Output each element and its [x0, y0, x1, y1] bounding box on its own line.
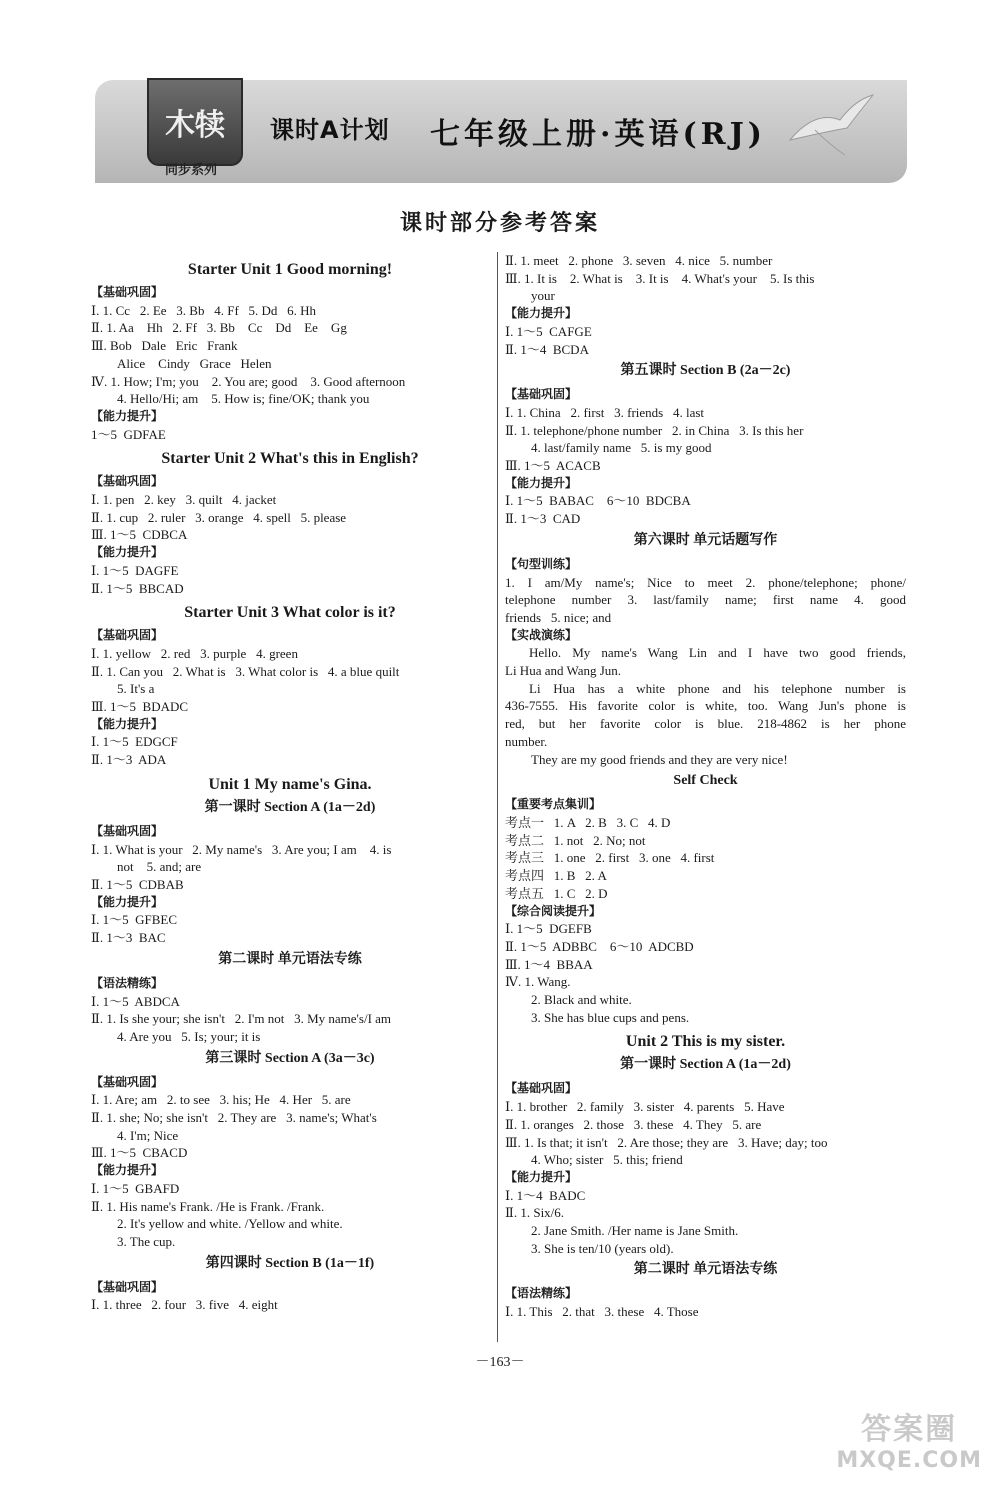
- answer-line: 3. She is ten/10 (years old).: [531, 1240, 674, 1256]
- exercise-category-tag: 【能力提升】: [91, 408, 164, 423]
- answer-line: Ⅱ. 1～5 BBCAD: [91, 580, 184, 596]
- answer-line: Ⅰ. 1. China 2. first 3. friends 4. last: [505, 404, 705, 420]
- exercise-category-tag: 【语法精练】: [505, 1286, 578, 1301]
- answer-line: They are my good friends and they are very nice!: [531, 751, 788, 767]
- answer-line: Alice Cindy Grace Helen: [117, 355, 272, 371]
- series-label: 同步系列: [165, 163, 218, 178]
- answer-line: Ⅲ. 1～5 CDBCA: [91, 527, 188, 543]
- brand-title: 课时A计划: [270, 116, 390, 144]
- answer-line: your: [531, 288, 555, 304]
- answer-line: 2. Jane Smith. /Her name is Jane Smith.: [531, 1223, 739, 1239]
- answer-line: 4. Who; sister 5. this; friend: [531, 1152, 683, 1168]
- exercise-category-tag: 【能力提升】: [91, 716, 164, 731]
- answer-line: Ⅲ. 1～5 ACACB: [505, 458, 601, 474]
- answer-line: Ⅰ. 1. Cc 2. Ee 3. Bb 4. Ff 5. Dd 6. Hh: [91, 302, 317, 318]
- answer-line: 考点一 1. A 2. B 3. C 4. D: [505, 814, 671, 830]
- answer-line: 2. It's yellow and white. /Yellow and white.: [117, 1216, 343, 1232]
- answer-line: 考点五 1. C 2. D: [505, 885, 608, 901]
- exercise-category-tag: 【能力提升】: [505, 475, 578, 490]
- exercise-category-tag: 【基础巩固】: [505, 387, 578, 402]
- answer-line: Ⅰ. 1～5 GFBEC: [91, 912, 178, 928]
- exercise-category-tag: 【基础巩固】: [505, 1081, 578, 1096]
- answer-line: 3. The cup.: [117, 1233, 176, 1249]
- exercise-category-tag: 【基础巩固】: [91, 474, 164, 489]
- lesson-title: 第二课时 单元语法专练: [633, 1262, 778, 1278]
- publisher-logo: [147, 78, 243, 166]
- answer-line: Ⅰ. 1～4 BADC: [505, 1187, 586, 1203]
- answer-line: friends 5. nice; and: [505, 609, 612, 625]
- answer-line: Ⅱ. 1. oranges 2. those 3. these 4. They 5. are: [505, 1116, 762, 1132]
- answer-line: Ⅳ. 1. How; I'm; you 2. You are; good 3. Good afternoon: [91, 373, 406, 389]
- exercise-category-tag: 【综合阅读提升】: [505, 903, 602, 918]
- lesson-title: Self Check: [673, 773, 738, 789]
- exercise-category-tag: 【能力提升】: [91, 1163, 164, 1178]
- exercise-category-tag: 【基础巩固】: [91, 1279, 164, 1294]
- answer-line: Ⅱ. 1. Six/6.: [505, 1205, 565, 1221]
- watermark-logo-text: 答案圈: [861, 1412, 958, 1447]
- answer-line: Ⅱ. 1. she; No; she isn't 2. They are 3. name's; What's: [91, 1110, 377, 1126]
- answer-line: 4. last/family name 5. is my good: [531, 440, 712, 456]
- answer-line: Ⅱ. 1～3 CAD: [505, 511, 581, 527]
- answer-line: Ⅰ. 1. This 2. that 3. these 4. Those: [505, 1304, 699, 1320]
- answer-line: 3. She has blue cups and pens.: [531, 1009, 690, 1025]
- answer-line: Li Hua and Wang Jun.: [505, 663, 622, 679]
- answer-line: Ⅳ. 1. Wang.: [505, 974, 571, 990]
- answer-line: Ⅱ. 1～4 BCDA: [505, 341, 589, 357]
- right-column: [505, 252, 906, 1321]
- column-divider: [497, 252, 498, 1342]
- lesson-title: 第三课时 Section A (3a－3c): [205, 1050, 375, 1066]
- answer-line: Ⅱ. 1～3 BAC: [91, 930, 166, 946]
- unit-title: Unit 1 My name's Gina.: [208, 775, 372, 793]
- exercise-category-tag: 【实战演练】: [505, 627, 578, 642]
- answer-line: Ⅱ. 1. Aa Hh 2. Ff 3. Bb Cc Dd Ee Gg: [91, 320, 347, 336]
- answer-line: Ⅱ. 1. Can you 2. What is 3. What color is 4. a blue quilt: [91, 663, 400, 679]
- watermark: [836, 1404, 982, 1473]
- answer-line: 5. It's a: [117, 681, 155, 697]
- essay-line: Li Hua has a white phone and his telephone number is: [529, 680, 906, 696]
- answer-line: Ⅲ. 1～5 BDADC: [91, 699, 189, 715]
- answer-line: number.: [505, 733, 548, 749]
- unit-title: Starter Unit 1 Good morning!: [187, 261, 393, 278]
- exercise-category-tag: 【基础巩固】: [91, 285, 164, 299]
- essay-line: 436-7555. His favorite color is white, too. Wang Jun's phone is: [505, 698, 906, 714]
- watermark-site-text: MXQE.COM: [836, 1448, 982, 1473]
- answer-line: Ⅰ. 1. What is your 2. My name's 3. Are you; I am 4. is: [91, 841, 392, 857]
- page-number: －163－: [475, 1355, 525, 1370]
- answer-line: Ⅲ. 1～5 CBACD: [91, 1145, 188, 1161]
- answer-line: 2. Black and white.: [531, 992, 632, 1008]
- exercise-category-tag: 【基础巩固】: [91, 823, 164, 838]
- lesson-title: 第四课时 Section B (1a－1f): [205, 1255, 375, 1271]
- bird-icon: [785, 90, 875, 160]
- answer-line: Ⅰ. 1. Are; am 2. to see 3. his; He 4. Her 5. are: [91, 1092, 351, 1108]
- exercise-category-tag: 【能力提升】: [91, 545, 164, 560]
- answer-line: Ⅰ. 1. yellow 2. red 3. purple 4. green: [91, 645, 298, 661]
- answer-line: Ⅰ. 1～5 ABDCA: [91, 993, 180, 1009]
- answer-line: 4. I'm; Nice: [117, 1127, 179, 1143]
- unit-title: Starter Unit 3 What color is it?: [184, 604, 396, 622]
- answer-line: Ⅲ. 1～4 BBAA: [505, 956, 593, 972]
- answer-line: 考点四 1. B 2. A: [505, 868, 607, 884]
- answer-line: Ⅰ. 1. three 2. four 3. five 4. eight: [91, 1297, 278, 1313]
- essay-line: Hello. My name's Wang Lin and I have two good friends,: [529, 645, 906, 661]
- answer-line: Ⅰ. 1～5 GBAFD: [91, 1180, 180, 1196]
- exercise-category-tag: 【基础巩固】: [91, 1074, 164, 1089]
- exercise-category-tag: 【能力提升】: [505, 306, 578, 321]
- answer-line: Ⅱ. 1. His name's Frank. /He is Frank. /Frank.: [91, 1198, 325, 1214]
- page-heading: 课时部分参考答案: [399, 210, 600, 236]
- essay-line: red, but her favorite color is blue. 218-4862 is her phone: [505, 716, 906, 732]
- logo-text: 木犊: [165, 108, 225, 143]
- answer-line: Ⅲ. Bob Dale Eric Frank: [91, 338, 238, 354]
- lesson-title: 第一课时 Section A (1a－2d): [620, 1057, 791, 1073]
- answer-line: 4. Hello/Hi; am 5. How is; fine/OK; thank you: [117, 391, 370, 407]
- answer-line: Ⅰ. 1～5 EDGCF: [91, 734, 178, 750]
- left-column: [91, 252, 489, 1314]
- answer-line: Ⅰ. 1～5 CAFGE: [505, 323, 592, 339]
- book-header-banner: [95, 80, 907, 183]
- answer-line: 4. Are you 5. Is; your; it is: [117, 1028, 261, 1044]
- unit-title: Starter Unit 2 What's this in English?: [161, 450, 419, 468]
- lesson-title: 第一课时 Section A (1a－2d): [204, 799, 376, 815]
- answer-line: 1～5 GDFAE: [91, 426, 166, 442]
- lesson-title: 第五课时 Section B (2a－2c): [620, 363, 791, 379]
- answer-line: Ⅰ. 1. brother 2. family 3. sister 4. parents 5. Have: [505, 1099, 785, 1115]
- answer-line: Ⅲ. 1. Is that; it isn't 2. Are those; they are 3. Have; day; too: [505, 1134, 828, 1150]
- essay-line: 1. I am/My name's; Nice to meet 2. phone/telephone; phone/: [505, 574, 906, 590]
- answer-line: Ⅲ. 1. It is 2. What is 3. It is 4. What's your 5. Is this: [505, 270, 815, 286]
- book-title: 七年级上册·英语(RJ): [430, 117, 766, 152]
- lesson-title: 第六课时 单元话题写作: [633, 532, 778, 548]
- answer-line: Ⅱ. 1. meet 2. phone 3. seven 4. nice 5. number: [505, 253, 773, 268]
- exercise-category-tag: 【基础巩固】: [91, 628, 164, 643]
- exercise-category-tag: 【能力提升】: [91, 894, 164, 909]
- answer-line: Ⅱ. 1～5 CDBAB: [91, 876, 184, 892]
- unit-title: Unit 2 This is my sister.: [625, 1033, 786, 1051]
- answer-line: Ⅰ. 1～5 DGEFB: [505, 921, 592, 937]
- answer-line: Ⅱ. 1～3 ADA: [91, 752, 167, 768]
- answer-line: Ⅱ. 1. telephone/phone number 2. in China 3. Is this her: [505, 422, 804, 438]
- answer-line: Ⅰ. 1～5 BABAC 6～10 BDCBA: [505, 493, 691, 509]
- lesson-title: 第二课时 单元语法专练: [218, 951, 362, 967]
- answer-line: Ⅰ. 1～5 DAGFE: [91, 562, 179, 578]
- answer-line: Ⅱ. 1. Is she your; she isn't 2. I'm not 3. My name's/I am: [91, 1011, 392, 1027]
- answer-line: not 5. and; are: [117, 859, 202, 875]
- exercise-category-tag: 【重要考点集训】: [505, 797, 602, 812]
- answer-line: Ⅱ. 1. cup 2. ruler 3. orange 4. spell 5. please: [91, 509, 347, 525]
- answer-line: 考点三 1. one 2. first 3. one 4. first: [505, 850, 715, 866]
- exercise-category-tag: 【能力提升】: [505, 1169, 578, 1184]
- answer-line: Ⅰ. 1. pen 2. key 3. quilt 4. jacket: [91, 492, 277, 508]
- exercise-category-tag: 【语法精练】: [91, 975, 164, 990]
- answer-line: 考点二 1. not 2. No; not: [505, 832, 646, 848]
- answer-line: Ⅱ. 1～5 ADBBC 6～10 ADCBD: [505, 938, 694, 954]
- exercise-category-tag: 【句型训练】: [505, 556, 578, 571]
- essay-line: telephone number 3. last/family name; first name 4. good: [505, 592, 906, 608]
